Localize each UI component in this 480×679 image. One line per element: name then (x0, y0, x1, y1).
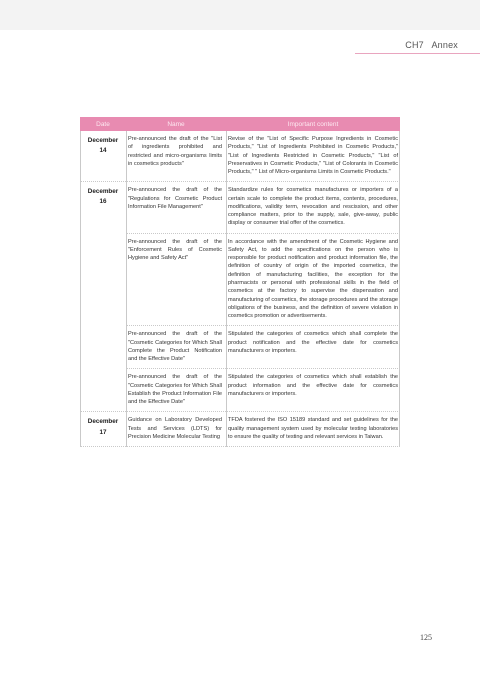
date-cell-empty (80, 369, 126, 412)
header-rule (355, 53, 480, 54)
table-border-line (399, 131, 400, 447)
top-band (0, 0, 480, 30)
table-row (80, 412, 400, 447)
table-row (80, 131, 400, 182)
content-cell: Stipulated the categories of cosmetics which shall complete the product notification and the effective date for cosmetics manufacturers or importers. (226, 326, 400, 369)
table-row (80, 233, 400, 326)
chapter-label: CH7 (405, 40, 424, 50)
date-day: 17 (99, 428, 107, 436)
column-header-name: Name (126, 117, 226, 131)
date-cell-empty (80, 326, 126, 369)
date-month: December (87, 418, 119, 426)
section-label: Annex (431, 40, 458, 50)
content-cell: In accordance with the amendment of the Cosmetic Hygiene and Safety Act, to add the specifications on the person who is responsible for product notification and product information file, the definition of country of origin of the imported cosmetics, the definition of manufacturing facilities, the exception for the pharmacists or personal with professional skills in the field of cosmetics at the factory to supervise the dispensation and manufacturing of cosmetics, the storage procedures and the storage obligations of the business, and the definition of severe violation in cosmetics promotion or advertisements. (226, 233, 400, 326)
date-cell (80, 412, 126, 447)
chapter-header (405, 40, 458, 50)
content-cell: Revise of the "List of Specific Purpose Ingredients in Cosmetic Products," "List of Ingredients Prohibited in Cosmetic Products," "List of Ingredients Restricted in Cosmetic Products," "List of Preservatives in Cosmetic Products," "List of Colorants in Cosmetic Products," " List of Micro-organisms Limits in Cosmetic Products." (226, 131, 400, 182)
table-header-row (80, 117, 400, 131)
column-header-content: Important content (226, 117, 400, 131)
table-row (80, 369, 400, 412)
date-month: December (87, 137, 119, 144)
date-month: December (87, 188, 119, 196)
date-day: 14 (99, 147, 107, 155)
content-cell: Stipulated the categories of cosmetics which shall establish the product information and the effective date for cosmetics manufacturers or importers. (226, 369, 400, 412)
date-cell-empty (80, 233, 126, 326)
table-border-line (126, 131, 127, 447)
table-row (80, 182, 400, 233)
table-row (80, 326, 400, 369)
table-border-line (226, 131, 227, 447)
content-cell: TFDA fostered the ISO 15189 standard and set guidelines for the quality management system used by molecular testing laboratories to ensure the quality of testing and relevant services in Taiwan. (226, 412, 400, 447)
name-cell: Pre-announced the draft of the "List of ingredients prohibited and restricted and micro-organisms limits in cosmetics products" (126, 131, 226, 182)
page-number: 125 (420, 633, 432, 642)
name-cell: Pre-announced the draft of the "Regulations for Cosmetic Product Information File Management" (126, 182, 226, 233)
annex-table (80, 117, 400, 447)
name-cell: Pre-announced the draft of the "Enforcement Rules of Cosmetic Hygiene and Safety Act" (126, 233, 226, 326)
name-cell: Pre-announced the draft of the "Cosmetic Categories for Which Shall Complete the Product Notification and the Effective Date" (126, 326, 226, 369)
table-border-line (80, 131, 81, 447)
date-cell (80, 131, 126, 182)
date-day: 16 (99, 198, 107, 206)
content-cell: Standardize rules for cosmetics manufactures or importers of a certain scale to complete the product items, contents, procedures, modifications, validity term, revocation and rescission, and other compliance matters, prior to the supply, sale, give-away, public display or consumer trial offer of the cosmetics. (226, 182, 400, 233)
date-cell (80, 182, 126, 233)
column-header-date: Date (80, 117, 126, 131)
name-cell: Pre-announced the draft of the "Cosmetic Categories for Which Shall Establish the Product Information File and the Effective Date" (126, 369, 226, 412)
name-cell: Guidance on Laboratory Developed Tests and Services (LDTS) for Precision Medicine Molecular Testing (126, 412, 226, 447)
